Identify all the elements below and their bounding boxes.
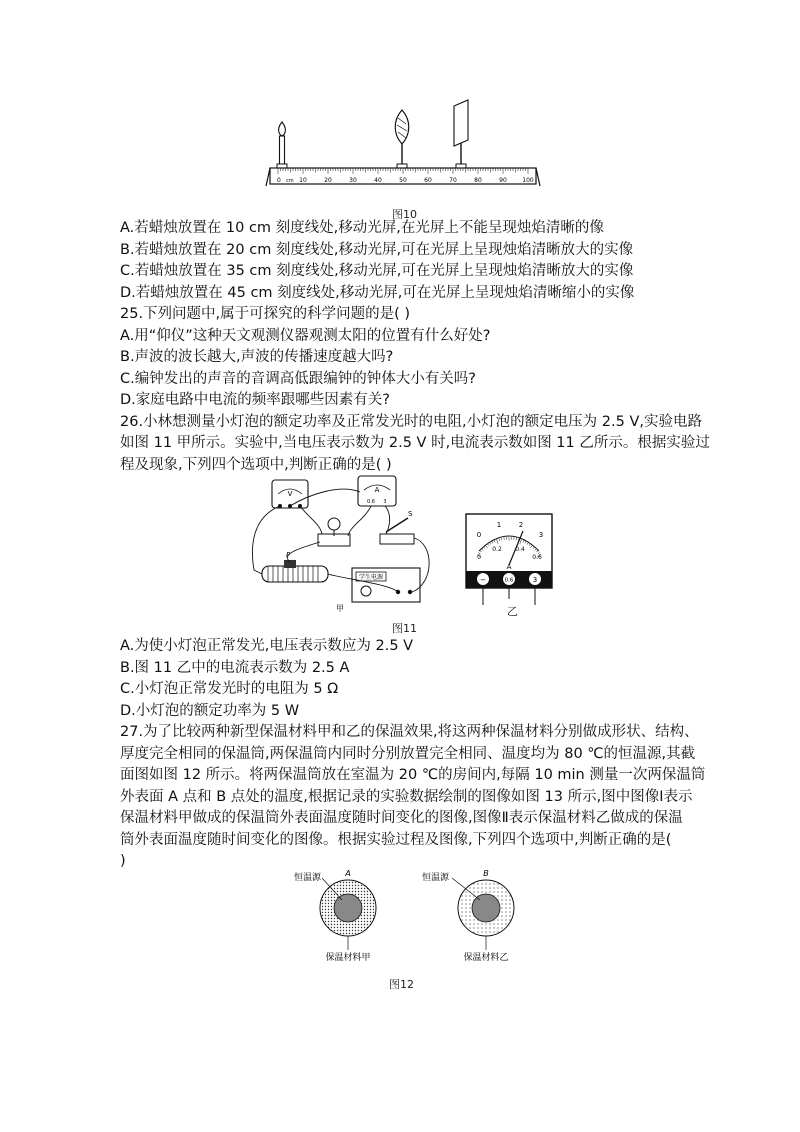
svg-text:A: A (345, 869, 351, 878)
bench-tick-label: 90 (499, 177, 507, 184)
svg-text:学生电源: 学生电源 (358, 574, 384, 581)
q27-stem-line-1: 27.为了比较两种新型保温材料甲和乙的保温效果,将这两种保温材料分别做成形状、结构、 (120, 724, 699, 740)
cylinder-material-yi (422, 869, 514, 963)
svg-text:1: 1 (496, 521, 502, 529)
power-supply (352, 568, 420, 602)
svg-text:B: B (483, 869, 489, 878)
svg-text:0.6: 0.6 (532, 554, 542, 561)
q26-option-d: D.小灯泡的额定功率为 5 W (120, 703, 300, 719)
q25-option-c: C.编钟发出的声音的音调高低跟编钟的钟体大小有关吗? (120, 371, 476, 387)
svg-text:保温材料乙: 保温材料乙 (463, 953, 509, 963)
q27-stem-line-4: 外表面 A 点和 B 点处的温度,根据记录的实验数据绘制的图像如图 13 所示,图中图像Ⅰ表示 (120, 789, 693, 805)
bench-tick-label: 40 (374, 177, 382, 184)
q27-stem-line-5: 保温材料甲做成的保温筒外表面温度随时间变化的图像,图像Ⅱ表示保温材料乙做成的保温 (120, 810, 683, 826)
voltmeter (272, 480, 308, 508)
figure-11-ammeter-dial (465, 513, 555, 608)
bench-tick-label: 0 (277, 177, 281, 184)
bench-tick-label: 30 (349, 177, 357, 184)
bench-tick-label: 20 (324, 177, 332, 184)
q25-stem: 25.下列问题中,属于可探究的科学问题的是( ) (120, 306, 411, 322)
svg-text:P: P (286, 551, 291, 559)
q24-option-c: C.若蜡烛放置在 35 cm 刻度线处,移动光屏,可在光屏上呈现烛焰清晰放大的实像 (120, 263, 634, 279)
svg-text:V: V (287, 490, 293, 498)
candle (277, 122, 287, 168)
light-screen (454, 100, 468, 168)
cylinder-material-jia (294, 869, 376, 963)
svg-text:2: 2 (518, 521, 524, 529)
svg-text:3: 3 (538, 531, 544, 539)
svg-text:甲: 甲 (336, 604, 344, 613)
bench-tick-label: 80 (474, 177, 482, 184)
bench-unit-label: cm (286, 178, 294, 184)
figure-12-caption: 图12 (389, 978, 414, 991)
q26-option-a: A.为使小灯泡正常发光,电压表示数应为 2.5 V (120, 638, 414, 654)
svg-text:恒温源: 恒温源 (422, 873, 450, 883)
figure-11-caption: 图11 (392, 622, 417, 635)
figure-11-label-yi: 乙 (507, 605, 518, 618)
figure-11-circuit (240, 474, 440, 614)
svg-text:−: − (480, 576, 486, 584)
svg-text:3: 3 (383, 499, 387, 505)
bench-tick-label: 50 (399, 177, 407, 184)
rheostat (262, 551, 328, 582)
svg-text:A: A (506, 563, 512, 571)
q25-option-d: D.家庭电路中电流的频率跟哪些因素有关? (120, 392, 390, 408)
q24-option-d: D.若蜡烛放置在 45 cm 刻度线处,移动光屏,可在光屏上呈现烛焰清晰缩小的实像 (120, 285, 635, 301)
q26-stem-line-3: 程及现象,下列四个选项中,判断正确的是( ) (120, 457, 392, 473)
svg-text:0.2: 0.2 (492, 546, 502, 553)
convex-lens (395, 110, 409, 168)
svg-text:0: 0 (477, 554, 481, 561)
q25-option-a: A.用“仰仪”这种天文观测仪器观测太阳的位置有什么好处? (120, 328, 491, 344)
svg-text:保温材料甲: 保温材料甲 (325, 953, 371, 963)
svg-text:0: 0 (476, 531, 482, 539)
switch (380, 510, 414, 544)
q27-stem-line-7: ) (120, 853, 126, 869)
q27-stem-line-2: 厚度完全相同的保温筒,两保温筒内同时分别放置完全相同、温度均为 80 ℃的恒温源,其截 (120, 746, 696, 762)
figure-10-optical-bench (264, 98, 544, 188)
q27-stem-line-3: 面图如图 12 所示。将两保温筒放在室温为 20 ℃的房间内,每隔 10 min 测量一次两保温筒 (120, 767, 706, 783)
svg-text:0.4: 0.4 (515, 546, 525, 553)
bench-tick-label: 10 (299, 177, 307, 184)
figure-10-caption: 图10 (392, 208, 417, 221)
q24-option-a: A.若蜡烛放置在 10 cm 刻度线处,移动光屏,在光屏上不能呈现烛焰清晰的像 (120, 220, 604, 236)
svg-text:A: A (374, 486, 380, 494)
svg-text:0.6: 0.6 (367, 499, 375, 505)
svg-text:恒温源: 恒温源 (294, 873, 322, 883)
bench-tick-label: 100 (522, 177, 534, 184)
ammeter (358, 476, 396, 506)
svg-text:S: S (408, 510, 413, 518)
q26-option-b: B.图 11 乙中的电流表示数为 2.5 A (120, 660, 350, 676)
svg-text:3: 3 (532, 576, 538, 584)
q25-option-b: B.声波的波长越大,声波的传播速度越大吗? (120, 349, 394, 365)
bulb-board (318, 518, 350, 546)
svg-text:0.6: 0.6 (504, 577, 514, 584)
q26-option-c: C.小灯泡正常发光时的电阻为 5 Ω (120, 681, 339, 697)
q24-option-b: B.若蜡烛放置在 20 cm 刻度线处,移动光屏,可在光屏上呈现烛焰清晰放大的实像 (120, 242, 634, 258)
q26-stem-line-1: 26.小林想测量小灯泡的额定功率及正常发光时的电阻,小灯泡的额定电压为 2.5 V,实验电路 (120, 414, 702, 430)
optical-bench-rail (266, 168, 540, 186)
bench-tick-label: 60 (424, 177, 432, 184)
bench-tick-label: 70 (449, 177, 457, 184)
figure-12-insulation-cross-sections (276, 866, 536, 966)
q26-stem-line-2: 如图 11 甲所示。实验中,当电压表示数为 2.5 V 时,电流表示数如图 11 乙所示。根据实验过 (120, 435, 710, 451)
q27-stem-line-6: 筒外表面温度随时间变化的图像。根据实验过程及图像,下列四个选项中,判断正确的是( (120, 832, 672, 848)
